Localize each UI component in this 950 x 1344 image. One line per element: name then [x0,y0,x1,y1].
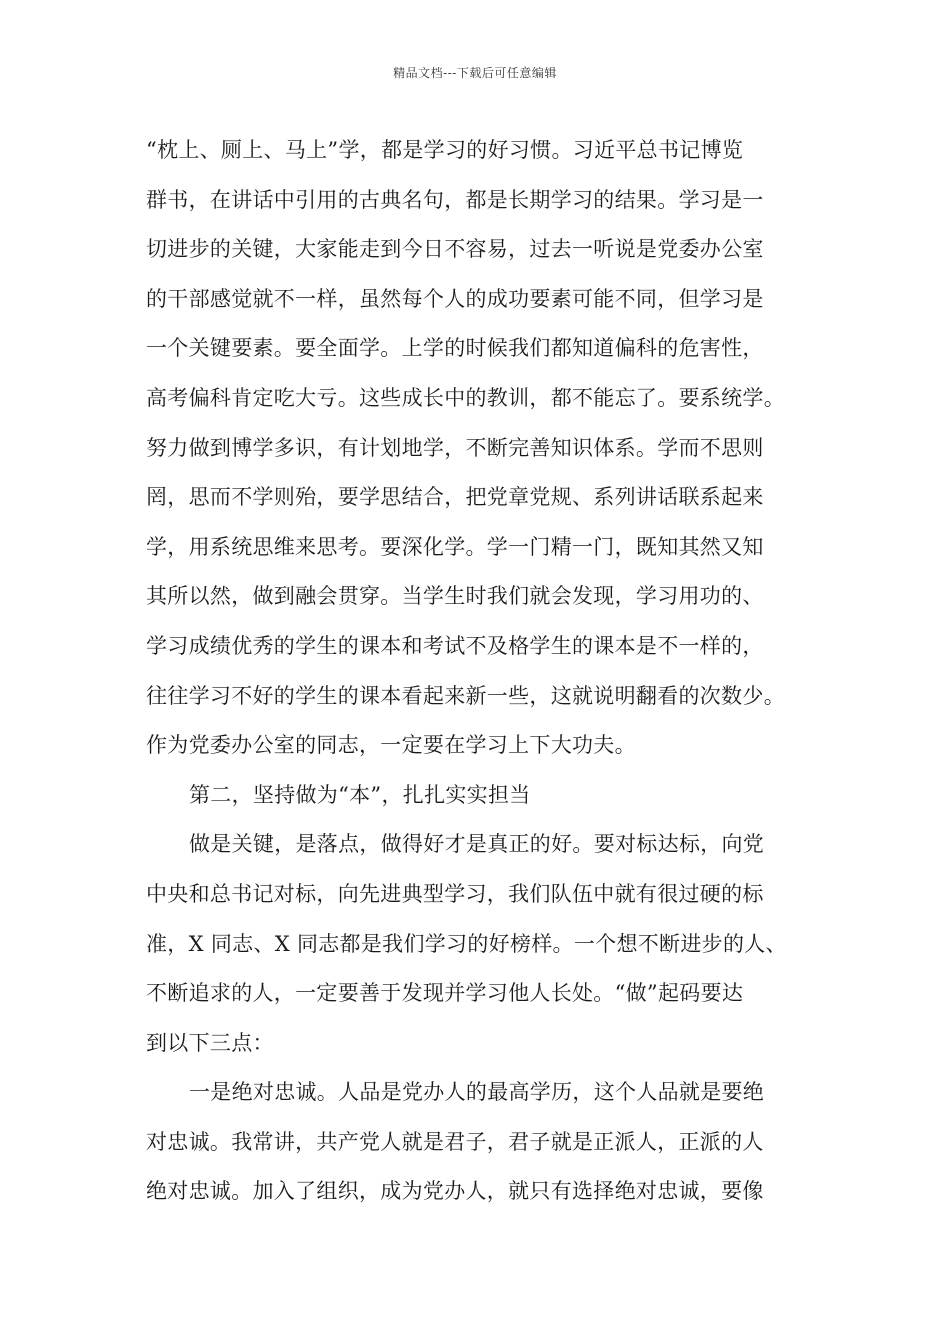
text-line: 努力做到博学多识，有计划地学，不断完善知识体系。学而不思则 [146,435,764,460]
text-line: 其所以然，做到融会贯穿。当学生时我们就会发现，学习用功的、 [146,584,764,609]
text-line: 做是关键，是落点，做得好才是真正的好。要对标达标，向党 [189,832,765,857]
text-line: 的干部感觉就不一样，虽然每个人的成功要素可能不同，但学习是 [146,286,764,311]
text-line: 学习成绩优秀的学生的课本和考试不及格学生的课本是不一样的， [146,633,764,658]
text-line: 学，用系统思维来思考。要深化学。学一门精一门，既知其然又知 [146,534,764,559]
text-line: 群书，在讲话中引用的古典名句，都是长期学习的结果。学习是一 [146,187,764,212]
text-line: 高考偏科肯定吃大亏。这些成长中的教训，都不能忘了。要系统学。 [146,385,785,410]
text-line: 绝对忠诚。加入了组织，成为党办人，就只有选择绝对忠诚，要像 [146,1179,764,1204]
text-line: 准，X 同志、X 同志都是我们学习的好榜样。一个想不断进步的人、 [146,931,787,956]
text-line: 切进步的关键，大家能走到今日不容易，过去一听说是党委办公室 [146,237,764,262]
text-line: 罔，思而不学则殆，要学思结合，把党章党规、系列讲话联系起来 [146,485,764,510]
text-line: 不断追求的人，一定要善于发现并学习他人长处。“做”起码要达 [146,981,744,1006]
text-line: 中央和总书记对标，向先进典型学习，我们队伍中就有很过硬的标 [146,881,764,906]
text-line: 一个关键要素。要全面学。上学的时候我们都知道偏科的危害性， [146,336,764,361]
text-line: 到以下三点： [146,1030,274,1055]
text-line: 对忠诚。我常讲，共产党人就是君子，君子就是正派人，正派的人 [146,1129,764,1154]
document-body [146,126,822,1217]
text-line: 作为党委办公室的同志，一定要在学习上下大功夫。 [146,733,636,758]
text-line: 一是绝对忠诚。人品是党办人的最高学历，这个人品就是要绝 [189,1080,765,1105]
page-header: 精品文档---下载后可任意编辑 [393,66,557,80]
text-line: 往往学习不好的学生的课本看起来新一些，这就说明翻看的次数少。 [146,683,785,708]
text-line: “枕上、厕上、马上”学，都是学习的好习惯。习近平总书记博览 [146,138,744,162]
section-heading: 第二，坚持做为“本”，扎扎实实担当 [189,782,531,807]
